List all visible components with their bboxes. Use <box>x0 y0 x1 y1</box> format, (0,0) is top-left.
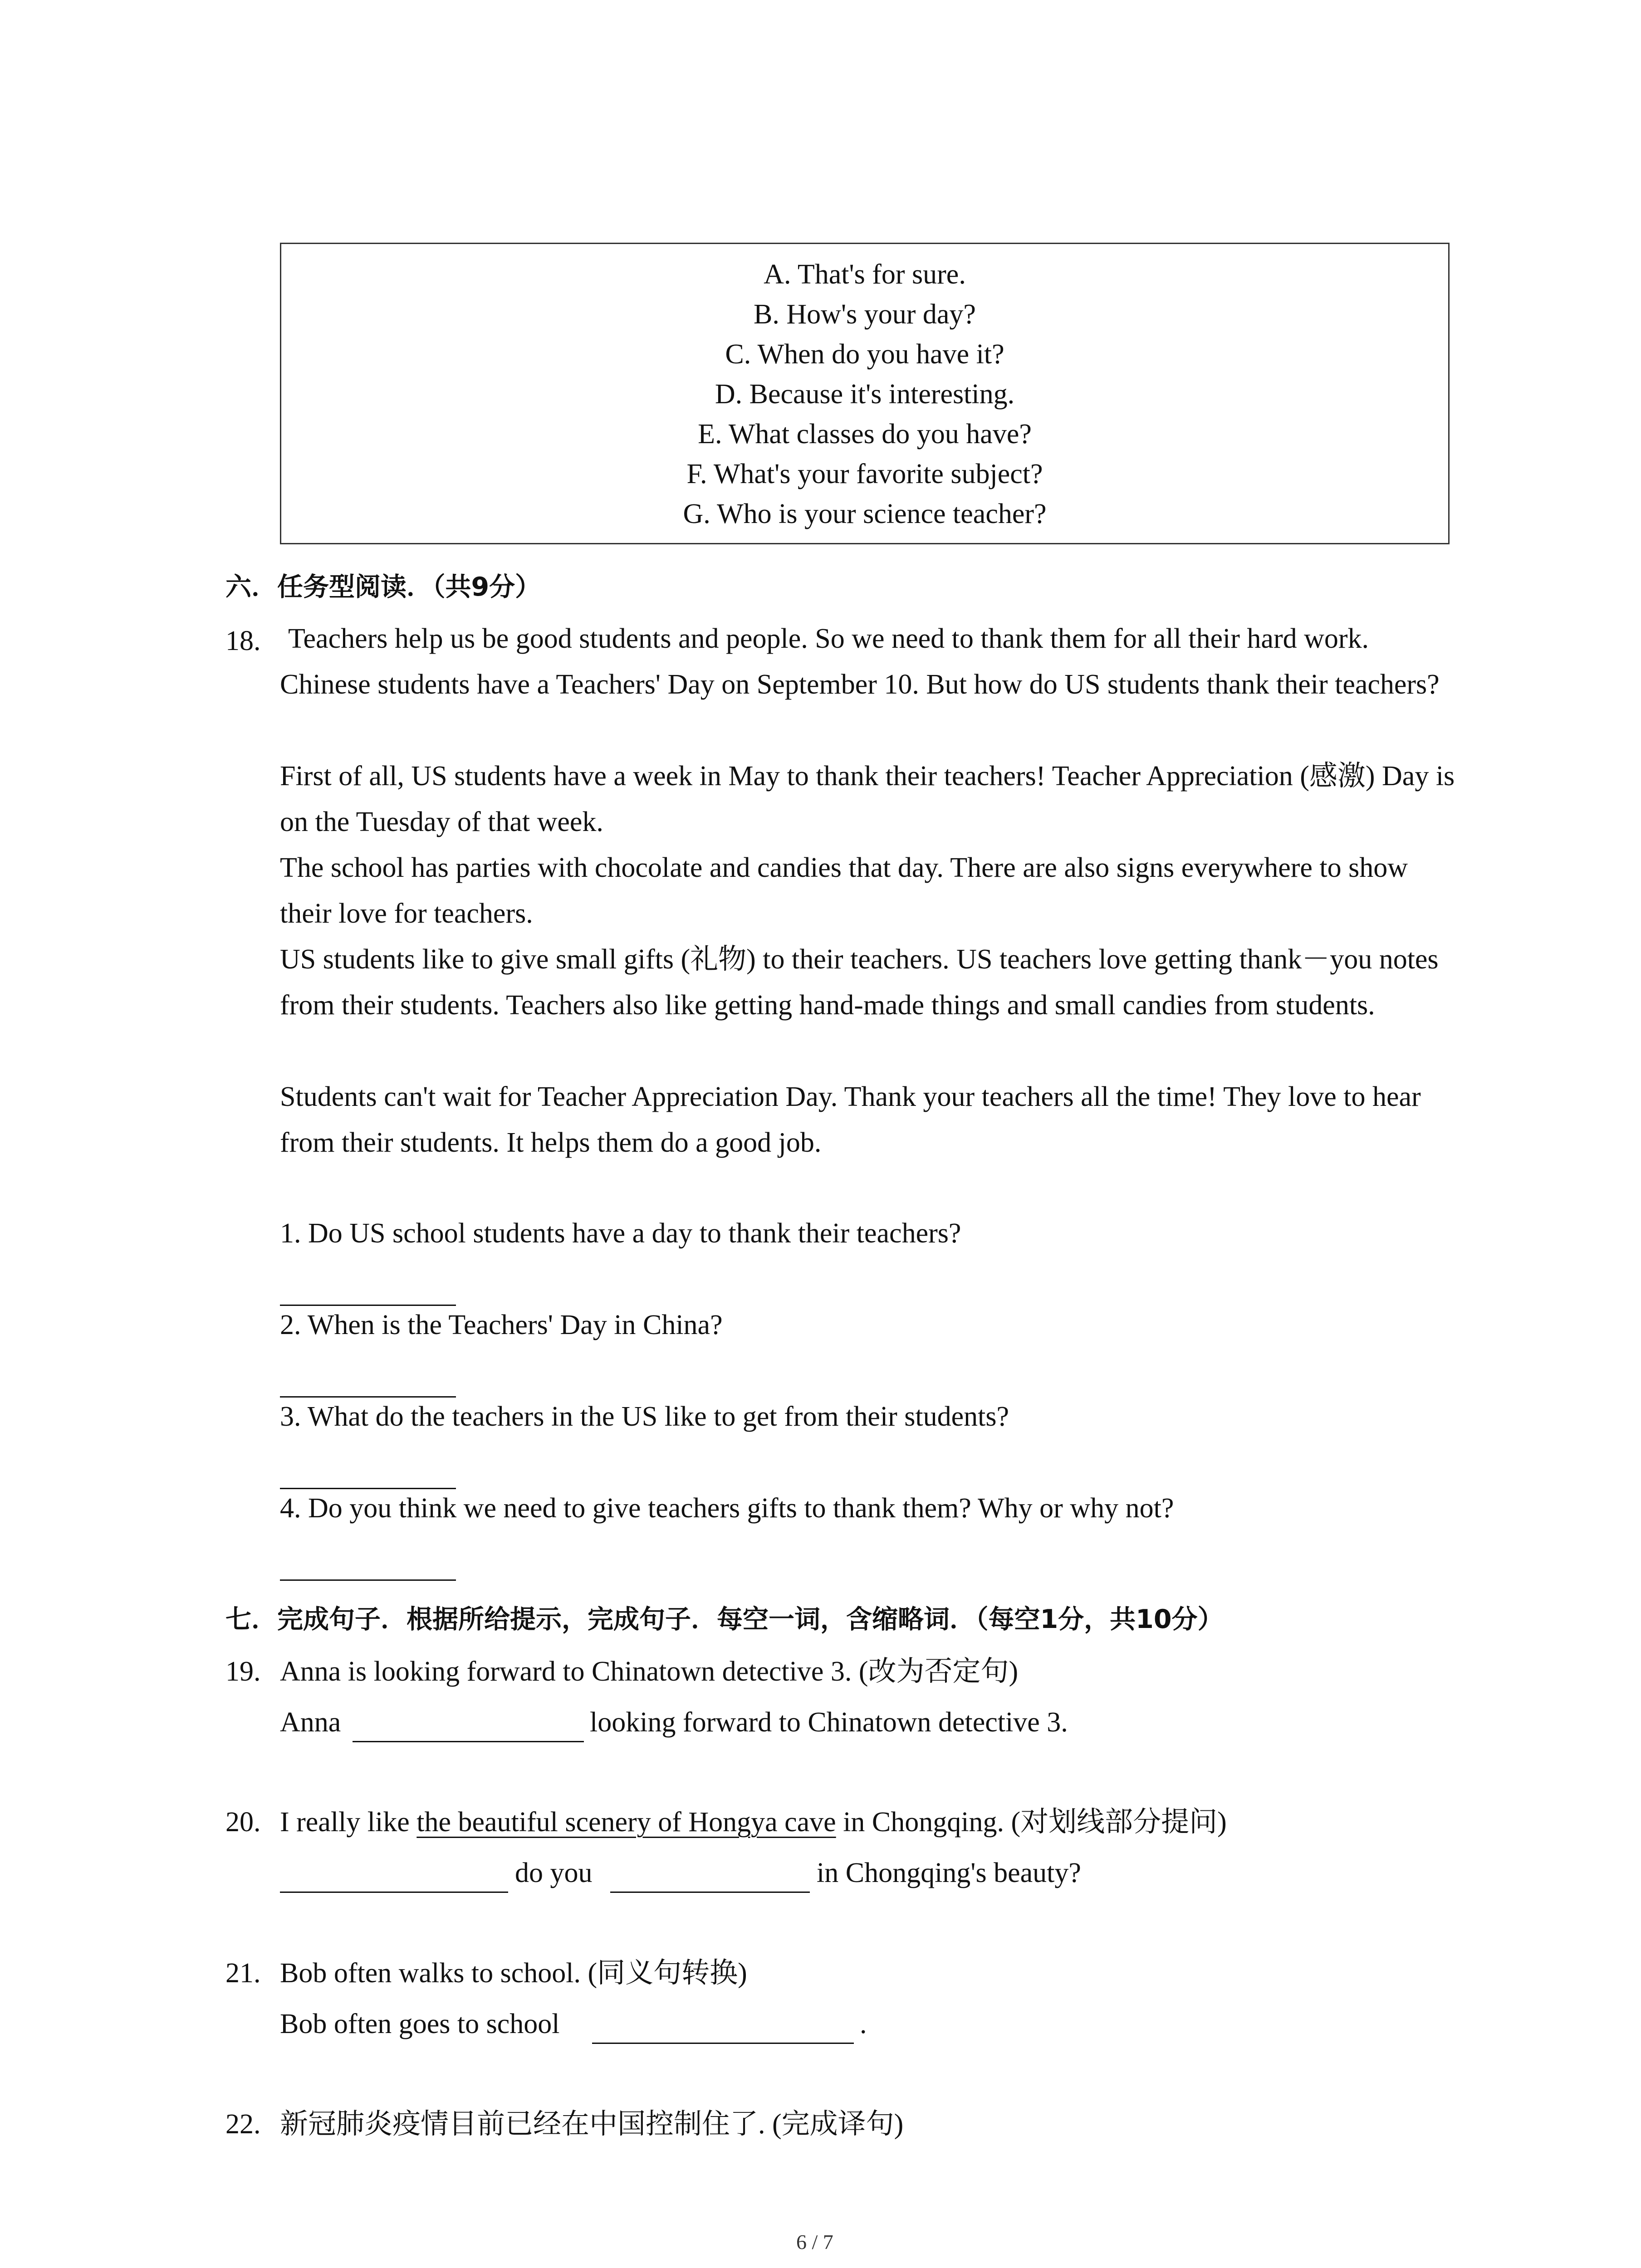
question-19-text: Anna is looking forward to Chinatown detective 3. (改为否定句) <box>280 1656 1019 1687</box>
question-4: 4. Do you think we need to give teachers gifts to thank them? Why or why not? <box>280 1493 1174 1524</box>
question-22-text: 新冠肺炎疫情目前已经在中国控制住了. (完成译句) <box>280 2109 904 2140</box>
question-21-text: Bob often walks to school. (同义句转换) <box>280 1958 747 1989</box>
question-3: 3. What do the teachers in the US like to get from their students? <box>280 1401 1009 1432</box>
question-20-text-post: in Chongqing. (对划线部分提问) <box>836 1807 1227 1838</box>
question-1: 1. Do US school students have a day to thank their teachers? <box>280 1218 961 1249</box>
question-19-answer-end: looking forward to Chinatown detective 3. <box>590 1707 1068 1738</box>
passage-paragraph-3: The school has parties with chocolate and candies that day. There are also signs everywhere to show their love for teachers. <box>280 852 1408 929</box>
question-number-20: 20. <box>225 1807 261 1838</box>
question-21-answer-end: . <box>860 2009 867 2039</box>
question-number-22: 22. <box>225 2109 261 2140</box>
option-a: A. That's for sure. <box>764 259 966 290</box>
answer-blank-1[interactable] <box>280 1305 456 1306</box>
page-number: 6 / 7 <box>796 2230 833 2253</box>
options-box <box>280 243 1450 544</box>
answer-blank-20b[interactable] <box>610 1892 810 1893</box>
option-g: G. Who is your science teacher? <box>683 499 1047 529</box>
answer-blank-3[interactable] <box>280 1488 456 1489</box>
passage-paragraph-5: Students can't wait for Teacher Appreciation Day. Thank your teachers all the time! They love to hear from their students. It helps them do a good job. <box>280 1081 1421 1158</box>
question-19-answer-start: Anna <box>280 1707 341 1738</box>
answer-blank-20a[interactable] <box>280 1892 508 1893</box>
passage-paragraph-2: First of all, US students have a week in May to thank their teachers! Teacher Appreciation (感激) Day is on the Tuesday of that week. <box>280 761 1455 837</box>
option-b: B. How's your day? <box>754 299 976 330</box>
option-c: C. When do you have it? <box>725 339 1004 370</box>
question-20-answer-middle: do you <box>515 1857 593 1888</box>
section7-title: 七．完成句子．根据所给提示，完成句子．每空一词，含缩略词．（每空1分，共10分） <box>225 1604 1224 1634</box>
question-number-19: 19. <box>225 1656 261 1687</box>
section6-title: 六．任务型阅读．（共9分） <box>225 572 541 602</box>
question-20-answer-end: in Chongqing's beauty? <box>817 1857 1081 1888</box>
question-number-21: 21. <box>225 1958 261 1989</box>
answer-blank-2[interactable] <box>280 1396 456 1398</box>
answer-blank-19[interactable] <box>353 1741 584 1742</box>
question-20-text-pre: I really like <box>280 1807 417 1838</box>
option-f: F. What's your favorite subject? <box>686 459 1043 489</box>
question-number-18: 18. <box>225 626 261 656</box>
passage-paragraph-4: US students like to give small gifts (礼物) to their teachers. US teachers love getting thank－you notes from their students. Teachers also like getting hand-made things and small candies from students. <box>280 944 1439 1021</box>
answer-blank-21[interactable] <box>592 2043 854 2044</box>
question-20-text <box>280 1805 1227 1839</box>
answer-blank-4[interactable] <box>280 1579 456 1581</box>
passage-paragraph-1: Teachers help us be good students and people. So we need to thank them for all their hard work. Chinese students have a Teachers' Day on September 10. But how do US students thank their teachers? <box>280 623 1440 700</box>
question-2: 2. When is the Teachers' Day in China? <box>280 1310 723 1340</box>
question-21-answer-start: Bob often goes to school <box>280 2009 560 2039</box>
question-20-underlined-part: the beautiful scenery of Hongya cave <box>416 1807 836 1838</box>
option-e: E. What classes do you have? <box>698 419 1032 450</box>
option-d: D. Because it's interesting. <box>715 379 1015 410</box>
